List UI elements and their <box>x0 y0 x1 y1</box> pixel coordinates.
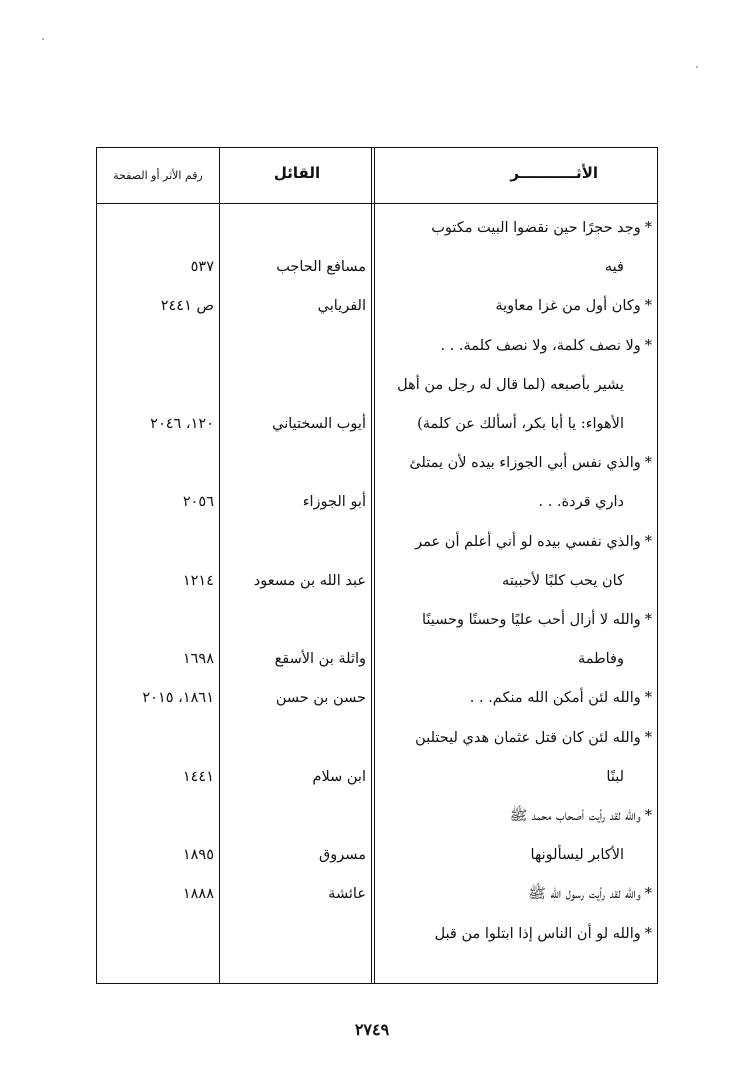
row-athar-text <box>378 678 652 718</box>
row-qail: مسروق <box>319 847 366 864</box>
row-qail: عائشة <box>328 886 366 903</box>
row-athar-label: وكان أول من غزا معاوية <box>495 298 641 315</box>
row-athar-label: والله لو أن الناس إذا ابتلوا من قبل <box>434 925 641 942</box>
row-qail: حسن بن حسن <box>275 690 366 707</box>
row-ref-number: ص ٢٤٤١ <box>160 298 214 315</box>
row-athar-label: والله لقد رأيت أصحاب محمد ﷺ <box>509 808 641 824</box>
row-athar-label: وجد حجرًا حين نقضوا البيت مكتوب <box>431 220 641 236</box>
row-star-marker: * <box>644 220 652 236</box>
row-athar-label: والله لئن كان قتل عثمان هدي ليحتلبن <box>415 729 641 746</box>
row-athar-text <box>378 208 652 248</box>
row-qail: الفريابي <box>317 298 366 315</box>
row-qail: ابن سلام <box>312 768 366 785</box>
row-athar-label: والله لئن أمكن الله منكم. . . <box>469 690 641 707</box>
row-ref-number: ١٤٤١ <box>182 768 214 785</box>
row-athar-label: والله لقد رأيت رسول الله ﷺ <box>528 886 641 903</box>
row-athar-text <box>378 286 652 326</box>
row-star-marker: * <box>644 612 652 628</box>
header-divider <box>96 203 658 204</box>
row-athar-text <box>378 757 652 797</box>
row-ref-number: ١٢١٤ <box>182 572 214 589</box>
row-ref-number: ١٢٠، ٢٠٤٦ <box>150 416 214 432</box>
row-athar-text <box>378 522 652 562</box>
column-divider-qail <box>371 147 372 984</box>
row-qail: عبد الله بن مسعود <box>253 572 366 589</box>
row-athar-text <box>378 443 652 483</box>
row-star-marker: * <box>644 533 652 550</box>
row-athar-text <box>378 718 652 758</box>
row-athar-label: فيه <box>604 259 624 276</box>
column-divider-ref <box>219 147 220 984</box>
row-athar-text <box>378 482 652 522</box>
row-athar-text <box>378 561 652 601</box>
row-athar-label: الأهواء: يا أبا بكر، أسألك عن كلمة) <box>417 416 624 432</box>
row-athar-text <box>378 247 652 287</box>
row-athar-label: لبنًا <box>606 768 624 785</box>
row-ref-number: ٥٣٧ <box>190 259 214 276</box>
row-star-marker: * <box>644 886 652 903</box>
row-athar-label: يشير بأصبعه (لما قال له رجل من أهل <box>397 376 624 393</box>
row-athar-text <box>378 326 652 366</box>
row-ref-number: ١٨٦١، ٢٠١٥ <box>142 690 214 707</box>
row-athar-label: وفاطمة <box>577 651 624 668</box>
row-athar-label: والذي نفس أبي الجوزاء بيده لأن يمتلئ <box>409 455 641 472</box>
row-athar-text <box>378 835 652 875</box>
row-star-marker: * <box>644 729 652 746</box>
row-athar-label: والله لا أزال أحب عليًا وحسنًا وحسينًا <box>421 612 641 628</box>
row-athar-label: ولا نصف كلمة، ولا نصف كلمة. . . <box>440 337 641 354</box>
header-athar: الأثـــــــــــر <box>510 164 598 182</box>
row-athar-label: كان يحب كلبًا لأحببته <box>501 572 624 589</box>
row-qail: أبو الجوزاء <box>302 494 366 511</box>
row-ref-number: ١٦٩٨ <box>182 651 214 668</box>
row-athar-text <box>378 639 652 679</box>
header-ref: رقم الأثر أو الصفحة <box>113 169 203 182</box>
row-star-marker: * <box>644 337 652 354</box>
page-number: ٢٧٤٩ <box>354 1020 390 1039</box>
row-qail: مسافع الحاجب <box>276 259 366 276</box>
row-ref-number: ١٨٩٥ <box>182 847 214 864</box>
row-athar-text <box>378 874 652 914</box>
row-star-marker: * <box>644 690 652 707</box>
row-athar-text <box>378 914 652 954</box>
row-ref-number: ٢٠٥٦ <box>182 494 214 511</box>
row-qail: أيوب السختياني <box>272 416 366 432</box>
row-star-marker: * <box>644 808 652 824</box>
header-qail: القائل <box>273 164 321 182</box>
row-qail: واثلة بن الأسقع <box>274 651 366 668</box>
row-athar-text <box>378 600 652 640</box>
row-athar-text <box>378 404 652 444</box>
row-star-marker: * <box>644 298 652 315</box>
row-star-marker: * <box>644 925 652 942</box>
row-ref-number: ١٨٨٨ <box>182 886 214 903</box>
row-athar-label: الأكابر ليسألونها <box>530 847 624 864</box>
row-athar-text <box>378 796 652 836</box>
scan-speck <box>42 38 44 40</box>
scan-speck <box>696 66 698 68</box>
row-star-marker: * <box>644 455 652 472</box>
row-athar-label: والذي نفسي بيده لو أني أعلم أن عمر <box>415 533 641 550</box>
column-divider-qail-double <box>374 147 375 984</box>
row-athar-label: داري قردة. . . <box>538 494 624 511</box>
row-athar-text <box>378 365 652 405</box>
